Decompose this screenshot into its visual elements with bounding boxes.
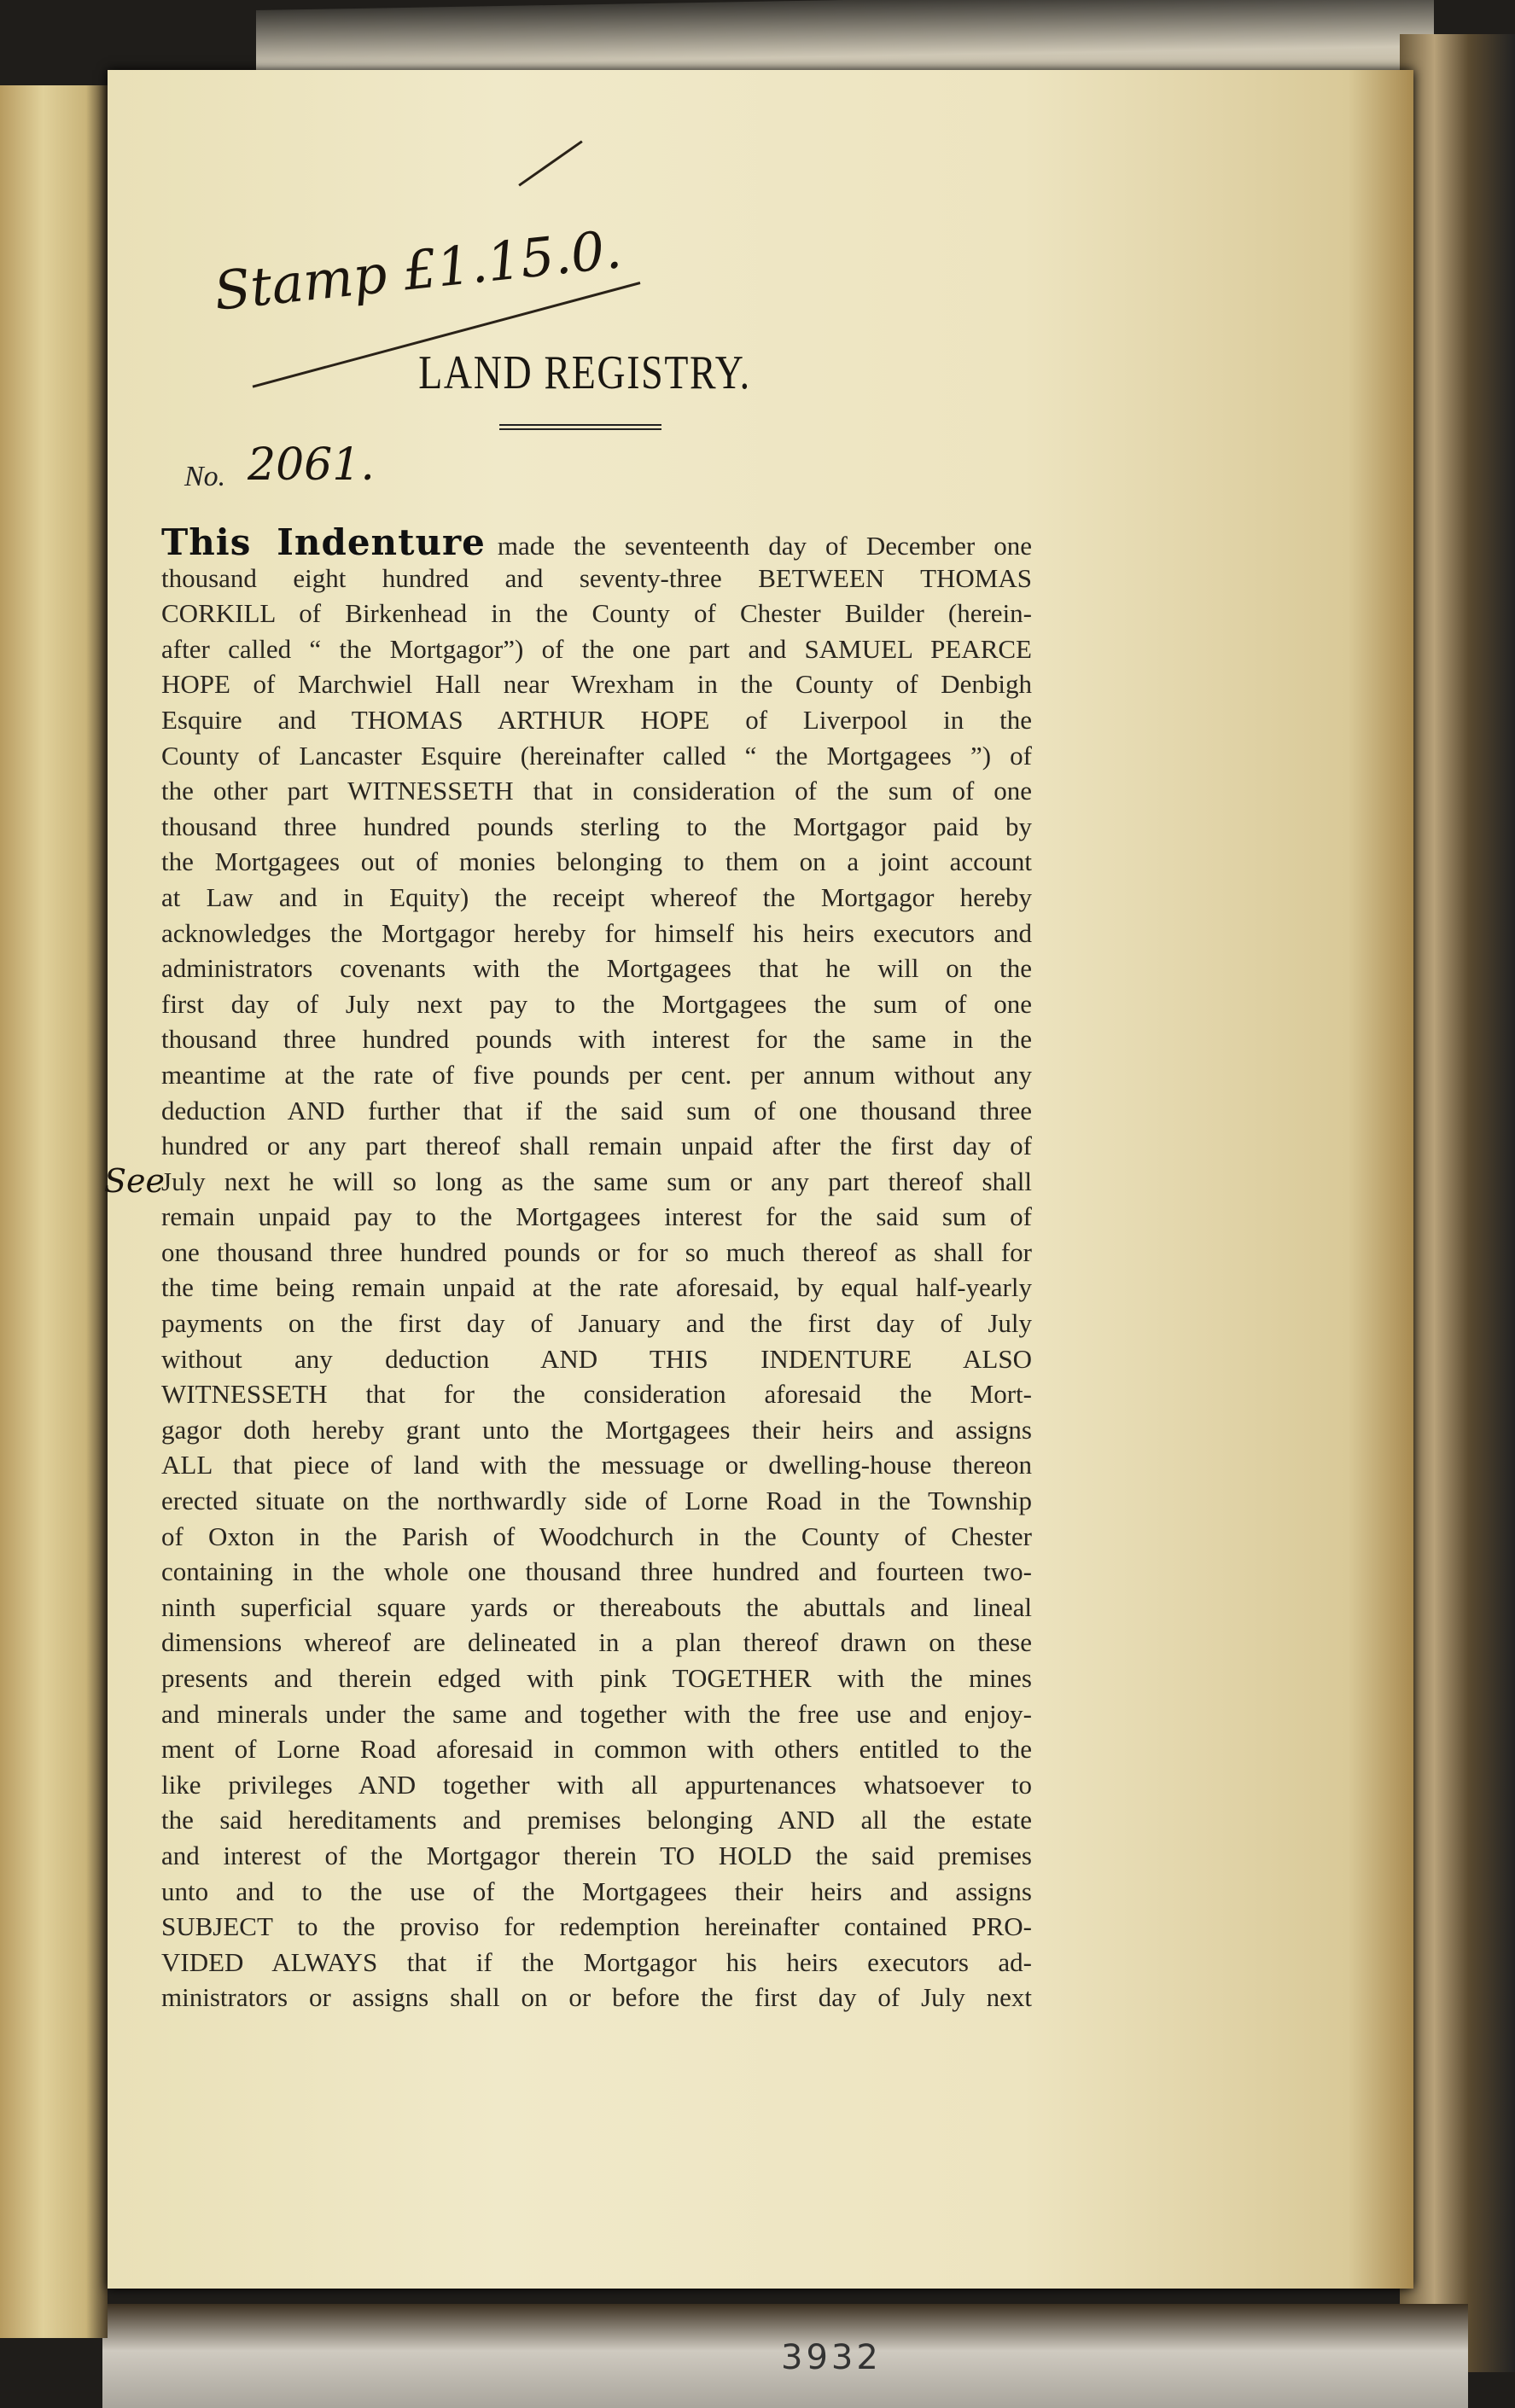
text-line-content: remain unpaid pay to the Mortgagees interest for the said sum of [161, 1201, 1032, 1232]
text-line-content: administrators covenants with the Mortgagees that he will on the [161, 953, 1032, 984]
text-line-content: Esquire and THOMAS ARTHUR HOPE of Liverpool in the [161, 704, 1032, 735]
text-line-content: gagor doth hereby grant unto the Mortgagees their heirs and assigns [161, 1414, 1032, 1445]
text-line-content: WITNESSETH that for the consideration aforesaid the Mort- [161, 1379, 1032, 1410]
text-line [161, 1235, 1032, 1271]
text-line-content: and interest of the Mortgagor therein TO HOLD the said premises [161, 1840, 1032, 1870]
text-line-content: VIDED ALWAYS that if the Mortgagor his heirs executors ad- [161, 1946, 1032, 1977]
text-line [161, 521, 1032, 563]
text-line-content: made the seventeenth day of December one [497, 531, 1032, 561]
text-line-content: County of Lancaster Esquire (hereinafter called “ the Mortgagees ”) of [161, 740, 1032, 771]
text-line [161, 1767, 1032, 1803]
title-double-rule [499, 424, 661, 430]
text-line-content: and minerals under the same and together with the free use and enjoy- [161, 1698, 1032, 1729]
indenture-text [161, 521, 1032, 2015]
text-line-content: without any deduction AND THIS INDENTURE ALSO [161, 1343, 1032, 1374]
handwritten-stamp-duty: Stamp £1.15.0. [211, 218, 625, 323]
margin-note: See [104, 1162, 166, 1200]
text-line [161, 1554, 1032, 1590]
text-line-content: presents and therein edged with pink TOGETHER with the mines [161, 1663, 1032, 1693]
text-line-content: July next he will so long as the same sum or any part thereof shall [161, 1166, 1032, 1196]
text-line [161, 1341, 1032, 1377]
text-line-content: the said hereditaments and premises belonging AND all the estate [161, 1805, 1032, 1835]
text-line [161, 1021, 1032, 1057]
text-line-content: at Law and in Equity) the receipt whereof the Mortgagor hereby [161, 881, 1032, 912]
text-line-content: thousand three hundred pounds sterling to the Mortgagor paid by [161, 811, 1032, 841]
text-line [161, 1057, 1032, 1093]
text-line-content: the other part WITNESSETH that in consideration of the sum of one [161, 776, 1032, 806]
text-line-content: unto and to the use of the Mortgagees their heirs and assigns [161, 1876, 1032, 1906]
text-line-content: erected situate on the northwardly side of Lorne Road in the Township [161, 1486, 1032, 1516]
text-line-content: thousand eight hundred and seventy-three BETWEEN THOMAS [161, 562, 1032, 593]
shelf-number: 3932 [781, 2338, 882, 2377]
text-line-content: of Oxton in the Parish of Woodchurch in the County of Chester [161, 1521, 1032, 1551]
text-line [161, 1590, 1032, 1626]
text-line [161, 1306, 1032, 1341]
text-line-content: thousand three hundred pounds with interest for the same in the [161, 1024, 1032, 1055]
text-line-content: meantime at the rate of five pounds per cent. per annum without any [161, 1059, 1032, 1090]
text-line-content: deduction AND further that if the said sum of one thousand three [161, 1095, 1032, 1125]
text-line-content: one thousand three hundred pounds or for so much thereof as shall for [161, 1236, 1032, 1267]
text-line [161, 844, 1032, 880]
text-line [161, 1093, 1032, 1129]
text-line [161, 561, 1032, 596]
text-line [161, 631, 1032, 667]
text-line [161, 1199, 1032, 1235]
text-line [161, 1802, 1032, 1838]
text-line [161, 738, 1032, 774]
text-line-content: ninth superficial square yards or thereabouts the abuttals and lineal [161, 1591, 1032, 1622]
text-line-content: after called “ the Mortgagor”) of the one part and SAMUEL PEARCE [161, 633, 1032, 664]
text-line [161, 809, 1032, 845]
text-line [161, 1696, 1032, 1732]
handwritten-number: 2061. [248, 439, 375, 491]
text-line [161, 773, 1032, 809]
text-line [161, 1874, 1032, 1910]
number-label: No. [184, 461, 226, 492]
text-line [161, 951, 1032, 986]
text-line [161, 1980, 1032, 2015]
text-line-content: the time being remain unpaid at the rate aforesaid, by equal half-yearly [161, 1272, 1032, 1303]
background-papers-right [1400, 34, 1515, 2372]
text-line-content: hundred or any part thereof shall remain unpaid after the first day of [161, 1131, 1032, 1161]
text-line [161, 1909, 1032, 1945]
text-line [161, 916, 1032, 951]
text-line [161, 1519, 1032, 1555]
text-line [161, 1838, 1032, 1874]
text-line [161, 1945, 1032, 1980]
text-line-content: the Mortgagees out of monies belonging to them on a joint account [161, 846, 1032, 877]
text-line [161, 1412, 1032, 1448]
text-line [161, 1731, 1032, 1767]
text-line-content: ment of Lorne Road aforesaid in common with others entitled to the [161, 1734, 1032, 1765]
opening-words: This Indenture [161, 521, 486, 563]
text-line-content: SUBJECT to the proviso for redemption hereinafter contained PRO- [161, 1911, 1032, 1942]
text-line-content: CORKILL of Birkenhead in the County of Chester Builder (herein- [161, 598, 1032, 629]
text-line [161, 986, 1032, 1022]
text-line [161, 1164, 1032, 1200]
text-line [161, 1270, 1032, 1306]
text-line-content: ALL that piece of land with the messuage or dwelling-house thereon [161, 1450, 1032, 1480]
text-line [161, 1376, 1032, 1412]
text-line-content: ministrators or assigns shall on or before the first day of July next [161, 1982, 1032, 2013]
text-line [161, 702, 1032, 738]
text-line-content: like privileges AND together with all appurtenances whatsoever to [161, 1769, 1032, 1800]
text-line [161, 1661, 1032, 1696]
text-line-content: first day of July next pay to the Mortgagees the sum of one [161, 988, 1032, 1019]
text-line [161, 880, 1032, 916]
text-line [161, 1447, 1032, 1483]
facing-page-edge [0, 85, 108, 2338]
text-line [161, 1128, 1032, 1164]
text-line-content: dimensions whereof are delineated in a plan thereof drawn on these [161, 1627, 1032, 1658]
text-line-content: HOPE of Marchwiel Hall near Wrexham in the County of Denbigh [161, 669, 1032, 700]
text-line [161, 1625, 1032, 1661]
text-line [161, 596, 1032, 631]
page-title: LAND REGISTRY. [418, 346, 751, 399]
text-line [161, 666, 1032, 702]
text-line-content: containing in the whole one thousand three hundred and fourteen two- [161, 1556, 1032, 1587]
text-line-content: acknowledges the Mortgagor hereby for himself his heirs executors and [161, 917, 1032, 948]
text-line-content: payments on the first day of January and the first day of July [161, 1308, 1032, 1339]
text-line [161, 1483, 1032, 1519]
